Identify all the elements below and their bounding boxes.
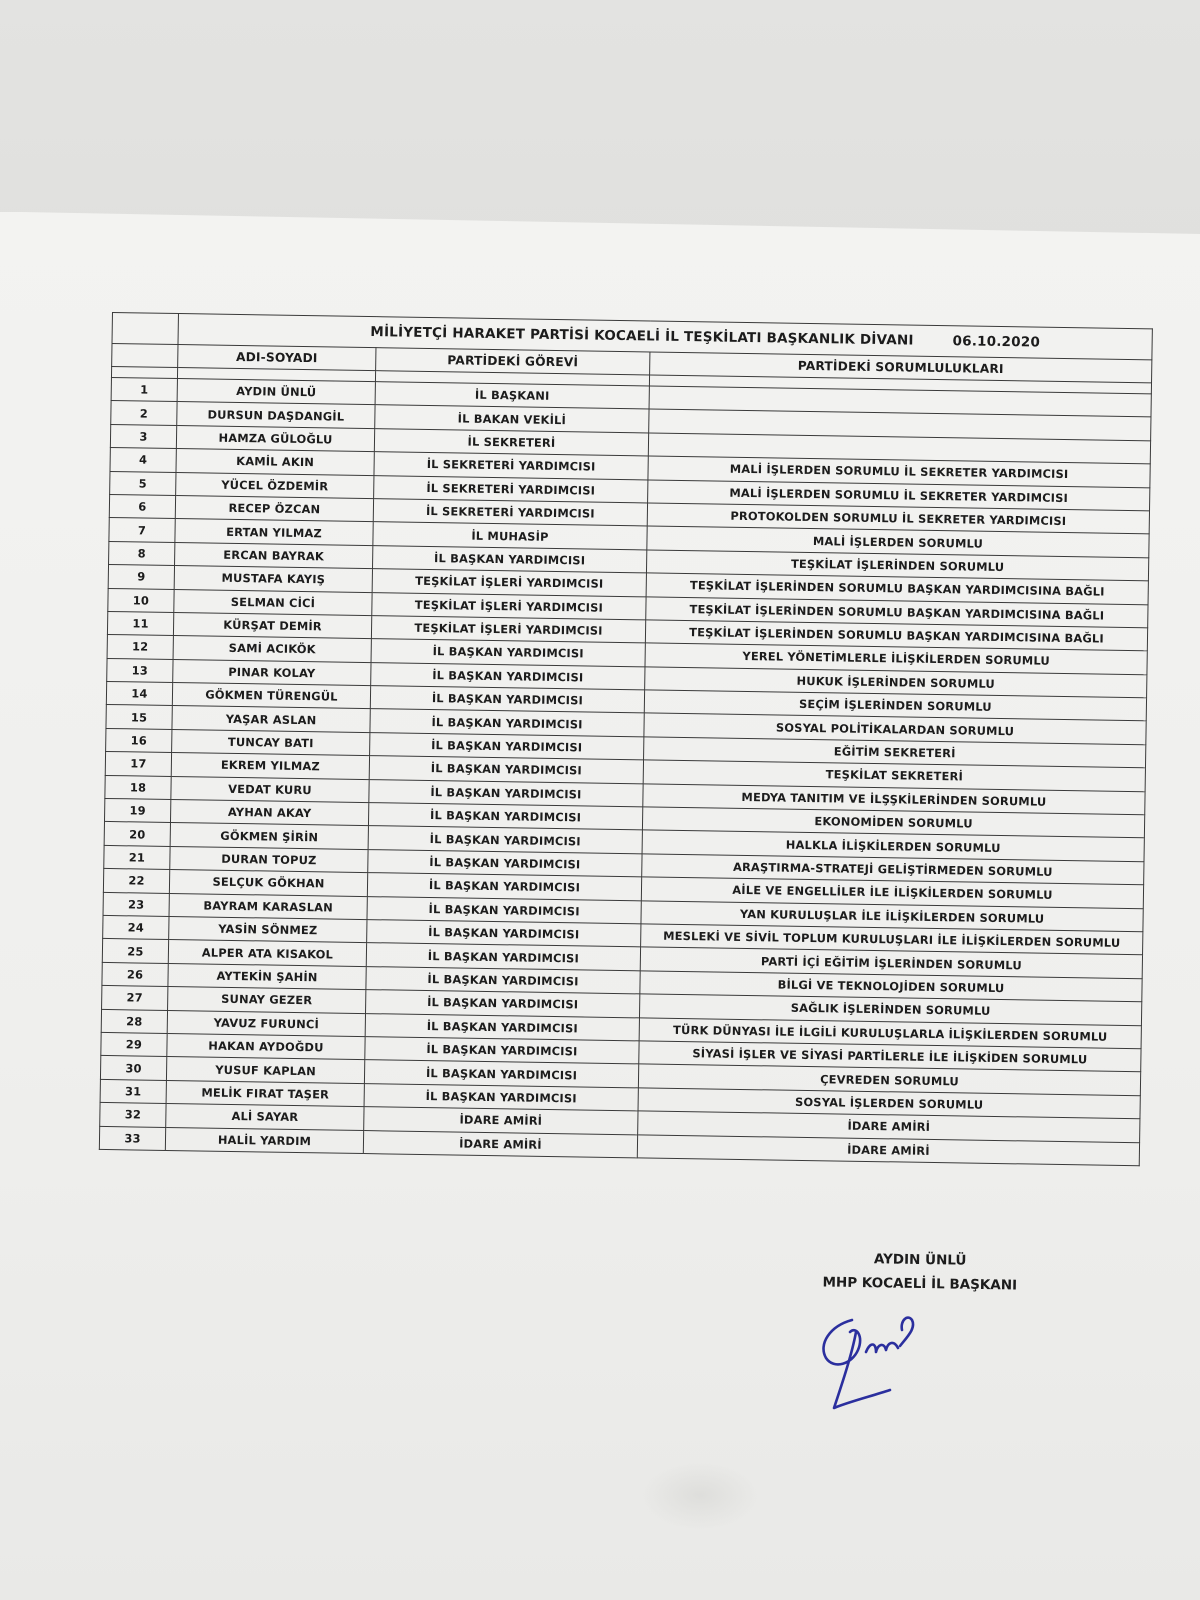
member-role: TEŞKİLAT İŞLERİ YARDIMCISI bbox=[372, 569, 646, 597]
member-responsibility: SAĞLIK İŞLERİNDEN SORUMLU bbox=[639, 994, 1141, 1025]
row-number: 32 bbox=[100, 1103, 166, 1127]
row-number: 18 bbox=[105, 775, 171, 799]
row-number: 11 bbox=[107, 611, 173, 635]
member-responsibility: ARAŞTIRMA-STRATEJİ GELİŞTİRMEDEN SORUMLU bbox=[642, 854, 1144, 885]
row-number: 12 bbox=[107, 635, 173, 659]
member-name: HALİL YARDIM bbox=[165, 1127, 363, 1153]
member-name: SELÇUK GÖKHAN bbox=[169, 870, 367, 896]
member-role: İL BAKAN VEKİLİ bbox=[375, 405, 649, 433]
row-number: 16 bbox=[106, 728, 172, 752]
member-role: İL SEKRETERİ YARDIMCISI bbox=[374, 452, 648, 480]
column-header-role: PARTİDEKİ GÖREVİ bbox=[376, 348, 650, 375]
row-number: 24 bbox=[103, 915, 169, 939]
member-name: RECEP ÖZCAN bbox=[175, 495, 373, 521]
member-responsibility: TEŞKİLAT İŞLERİNDEN SORUMLU BAŞKAN YARDIMCISINA BAĞLI bbox=[645, 620, 1147, 651]
member-responsibility: EĞİTİM SEKRETERİ bbox=[644, 737, 1146, 768]
member-name: HAKAN AYDOĞDU bbox=[167, 1033, 365, 1059]
document-sheet bbox=[99, 312, 1152, 1166]
member-name: AYHAN AKAY bbox=[170, 800, 368, 826]
member-role: İL BAŞKAN YARDIMCISI bbox=[365, 1037, 639, 1065]
member-responsibility: MALİ İŞLERDEN SORUMLU bbox=[647, 526, 1149, 557]
member-name: DURAN TOPUZ bbox=[170, 846, 368, 872]
paper-shadow bbox=[640, 1460, 760, 1530]
row-number: 22 bbox=[103, 869, 169, 893]
member-responsibility: PARTİ İÇİ EĞİTİM İŞLERİNDEN SORUMLU bbox=[640, 947, 1142, 978]
member-responsibility: TEŞKİLAT İŞLERİNDEN SORUMLU bbox=[646, 550, 1148, 581]
member-name: ERTAN YILMAZ bbox=[175, 519, 373, 545]
member-name: VEDAT KURU bbox=[171, 776, 369, 802]
member-role: İL BAŞKAN YARDIMCISI bbox=[366, 966, 640, 994]
member-name: TUNCAY BATI bbox=[172, 729, 370, 755]
member-name: YAŞAR ASLAN bbox=[172, 706, 370, 732]
column-header-name: ADI-SOYADI bbox=[178, 345, 376, 371]
member-responsibility: PROTOKOLDEN SORUMLU İL SEKRETER YARDIMCISI bbox=[647, 503, 1149, 534]
row-number: 2 bbox=[111, 401, 177, 425]
member-name: MELİK FIRAT TAŞER bbox=[166, 1080, 364, 1106]
row-number: 4 bbox=[110, 448, 176, 472]
signatory-name: AYDIN ÜNLÜ bbox=[873, 1251, 967, 1269]
divan-table bbox=[99, 312, 1153, 1166]
member-role: İL BAŞKAN YARDIMCISI bbox=[367, 920, 641, 948]
member-name: KÜRŞAT DEMİR bbox=[173, 612, 371, 638]
member-role: İDARE AMİRİ bbox=[364, 1107, 638, 1135]
member-name: ERCAN BAYRAK bbox=[175, 542, 373, 568]
member-responsibility: HALKLA İLİŞKİLERDEN SORUMLU bbox=[642, 830, 1144, 861]
row-number: 26 bbox=[102, 962, 168, 986]
row-number: 14 bbox=[106, 682, 172, 706]
handwritten-signature bbox=[812, 1292, 932, 1422]
row-number: 27 bbox=[102, 986, 168, 1010]
member-role: İL BAŞKAN YARDIMCISI bbox=[369, 756, 643, 784]
row-number: 21 bbox=[104, 845, 170, 869]
member-name: SELMAN CİCİ bbox=[174, 589, 372, 615]
member-role: İL BAŞKAN YARDIMCISI bbox=[370, 732, 644, 760]
title-left-cell bbox=[112, 313, 178, 345]
member-responsibility: MALİ İŞLERDEN SORUMLU İL SEKRETER YARDIMCISI bbox=[648, 480, 1150, 511]
member-responsibility: İDARE AMİRİ bbox=[638, 1111, 1140, 1142]
row-number: 33 bbox=[99, 1126, 165, 1150]
row-number: 17 bbox=[105, 752, 171, 776]
column-header-responsibility: PARTİDEKİ SORUMLULUKLARI bbox=[650, 352, 1152, 383]
member-role: İL BAŞKAN YARDIMCISI bbox=[371, 639, 645, 667]
header-number-cell bbox=[112, 344, 178, 368]
member-responsibility: BİLGİ VE TEKNOLOJİDEN SORUMLU bbox=[640, 971, 1142, 1002]
document-date: 06.10.2020 bbox=[952, 333, 1041, 351]
member-responsibility: TEŞKİLAT İŞLERİNDEN SORUMLU BAŞKAN YARDIMCISINA BAĞLI bbox=[646, 596, 1148, 627]
row-number: 1 bbox=[111, 377, 177, 401]
row-number: 10 bbox=[108, 588, 174, 612]
row-number: 29 bbox=[101, 1032, 167, 1056]
row-number: 8 bbox=[109, 541, 175, 565]
row-number: 23 bbox=[103, 892, 169, 916]
signatory-position: MHP KOCAELİ İL BAŞKANI bbox=[822, 1274, 1018, 1294]
member-responsibility: TEŞKİLAT SEKRETERİ bbox=[643, 760, 1145, 791]
member-role: İL BAŞKAN YARDIMCISI bbox=[371, 662, 645, 690]
member-responsibility: SOSYAL POLİTİKALARDAN SORUMLU bbox=[644, 713, 1146, 744]
member-responsibility: YAN KURULUŞLAR İLE İLİŞKİLERDEN SORUMLU bbox=[641, 900, 1143, 931]
member-responsibility: İDARE AMİRİ bbox=[637, 1134, 1139, 1165]
member-role: İL BAŞKAN YARDIMCISI bbox=[368, 849, 642, 877]
member-role: İL BAŞKAN YARDIMCISI bbox=[370, 686, 644, 714]
document-title: MİLİYETÇİ HARAKET PARTİSİ KOCAELİ İL TEŞKİLATI BAŞKANLIK DİVANI bbox=[370, 324, 914, 349]
member-role: İL SEKRETERİ YARDIMCISI bbox=[374, 475, 648, 503]
member-role: İL BAŞKAN YARDIMCISI bbox=[369, 779, 643, 807]
member-name: ALPER ATA KISAKOL bbox=[168, 940, 366, 966]
member-name: BAYRAM KARASLAN bbox=[169, 893, 367, 919]
row-number: 3 bbox=[110, 424, 176, 448]
member-name: MUSTAFA KAYIŞ bbox=[174, 566, 372, 592]
row-number: 19 bbox=[104, 798, 170, 822]
member-responsibility: SİYASİ İŞLER VE SİYASİ PARTİLERLE İLE İLİŞKİDEN SORUMLU bbox=[639, 1041, 1141, 1072]
member-name: AYTEKİN ŞAHİN bbox=[168, 963, 366, 989]
signoff-block bbox=[790, 1246, 1051, 1298]
member-name: EKREM YILMAZ bbox=[171, 753, 369, 779]
member-responsibility: EKONOMİDEN SORUMLU bbox=[642, 807, 1144, 838]
member-name: KAMİL AKIN bbox=[176, 449, 374, 475]
row-number: 5 bbox=[110, 471, 176, 495]
member-name: YASİN SÖNMEZ bbox=[169, 916, 367, 942]
member-role: İL BAŞKAN YARDIMCISI bbox=[364, 1060, 638, 1088]
row-number: 9 bbox=[108, 565, 174, 589]
member-role: İL BAŞKANI bbox=[375, 382, 649, 410]
member-name: DURSUN DAŞDANGİL bbox=[177, 402, 375, 428]
member-responsibility: MALİ İŞLERDEN SORUMLU İL SEKRETER YARDIMCISI bbox=[648, 456, 1150, 487]
member-role: İL BAŞKAN YARDIMCISI bbox=[368, 803, 642, 831]
member-role: İL BAŞKAN YARDIMCISI bbox=[367, 873, 641, 901]
member-responsibility: AİLE VE ENGELLİLER İLE İLİŞKİLERDEN SORUMLU bbox=[641, 877, 1143, 908]
member-name: SUNAY GEZER bbox=[168, 987, 366, 1013]
member-name: HAMZA GÜLOĞLU bbox=[176, 425, 374, 451]
member-responsibility: TEŞKİLAT İŞLERİNDEN SORUMLU BAŞKAN YARDIMCISINA BAĞLI bbox=[646, 573, 1148, 604]
row-number: 13 bbox=[107, 658, 173, 682]
member-name: AYDIN ÜNLÜ bbox=[177, 379, 375, 405]
member-role: İL BAŞKAN YARDIMCISI bbox=[365, 1013, 639, 1041]
member-name: YAVUZ FURUNCİ bbox=[167, 1010, 365, 1036]
member-name: YUSUF KAPLAN bbox=[166, 1057, 364, 1083]
row-number: 6 bbox=[109, 494, 175, 518]
member-responsibility: ÇEVREDEN SORUMLU bbox=[638, 1064, 1140, 1095]
member-role: İDARE AMİRİ bbox=[363, 1130, 637, 1158]
member-responsibility: MEDYA TANITIM VE İLŞŞKİLERİNDEN SORUMLU bbox=[643, 784, 1145, 815]
member-role: İL BAŞKAN YARDIMCISI bbox=[364, 1083, 638, 1111]
member-responsibility: SOSYAL İŞLERDEN SORUMLU bbox=[638, 1088, 1140, 1119]
row-number: 7 bbox=[109, 518, 175, 542]
member-role: İL BAŞKAN YARDIMCISI bbox=[366, 943, 640, 971]
member-name: GÖKMEN ŞİRİN bbox=[170, 823, 368, 849]
member-role: İL SEKRETERİ YARDIMCISI bbox=[373, 499, 647, 527]
member-role: İL BAŞKAN YARDIMCISI bbox=[370, 709, 644, 737]
row-number: 25 bbox=[102, 939, 168, 963]
row-number: 15 bbox=[106, 705, 172, 729]
member-role: İL SEKRETERİ bbox=[374, 428, 648, 456]
row-number: 20 bbox=[104, 822, 170, 846]
row-number: 30 bbox=[100, 1056, 166, 1080]
member-responsibility: TÜRK DÜNYASI İLE İLGİLİ KURULUŞLARLA İLİŞKİLERDEN SORUMLU bbox=[639, 1017, 1141, 1048]
member-responsibility: YEREL YÖNETİMLERLE İLİŞKİLERDEN SORUMLU bbox=[645, 643, 1147, 674]
row-number: 28 bbox=[101, 1009, 167, 1033]
member-role: TEŞKİLAT İŞLERİ YARDIMCISI bbox=[372, 592, 646, 620]
member-name: SAMİ ACIKÖK bbox=[173, 636, 371, 662]
member-name: ALİ SAYAR bbox=[166, 1104, 364, 1130]
member-name: PINAR KOLAY bbox=[173, 659, 371, 685]
member-role: İL MUHASİP bbox=[373, 522, 647, 550]
member-name: GÖKMEN TÜRENGÜL bbox=[172, 683, 370, 709]
member-responsibility: MESLEKİ VE SİVİL TOPLUM KURULUŞLARI İLE İLİŞKİLERDEN SORUMLU bbox=[641, 924, 1143, 955]
member-role: İL BAŞKAN YARDIMCISI bbox=[372, 545, 646, 573]
member-responsibility: SEÇİM İŞLERİNDEN SORUMLU bbox=[644, 690, 1146, 721]
member-role: İL BAŞKAN YARDIMCISI bbox=[368, 826, 642, 854]
row-number: 31 bbox=[100, 1079, 166, 1103]
member-name: YÜCEL ÖZDEMİR bbox=[176, 472, 374, 498]
member-responsibility: HUKUK İŞLERİNDEN SORUMLU bbox=[645, 667, 1147, 698]
member-role: TEŞKİLAT İŞLERİ YARDIMCISI bbox=[371, 616, 645, 644]
member-role: İL BAŞKAN YARDIMCISI bbox=[366, 990, 640, 1018]
member-role: İL BAŞKAN YARDIMCISI bbox=[367, 896, 641, 924]
